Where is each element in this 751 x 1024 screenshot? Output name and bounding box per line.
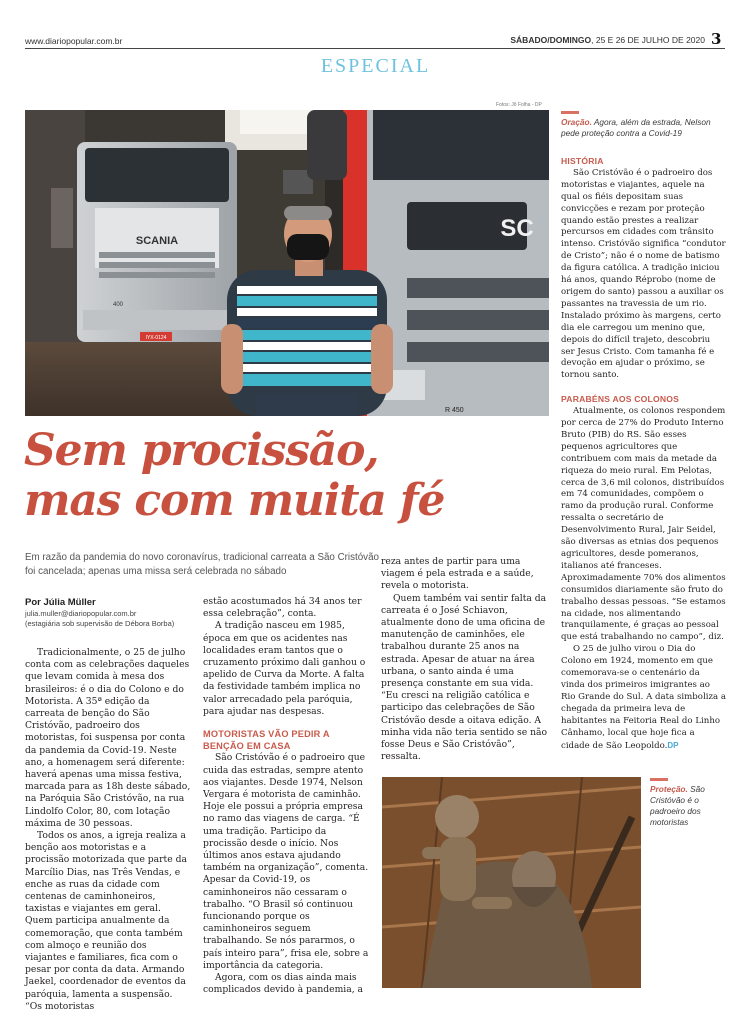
caption-accent: [561, 111, 579, 114]
main-caption-text: Agora, além da estrada, Nelson pede proteção contra a Covid-19: [561, 117, 711, 138]
page-number: 3: [711, 30, 722, 48]
col2-paragraph-2: A tradição nasceu em 1985, época em que os acidentes nas localidades eram tantos que o cruzamento próximo dali ganhou o apelido de Curva da Morte. A falta da festividade também implica no valor arrecadado pela paróquia, para ajudar nas despesas.: [203, 620, 366, 717]
colonos-title: PARABÉNS AOS COLONOS: [561, 394, 680, 405]
left-truck-plate: IYX-0124: [145, 335, 167, 341]
body-column-1: [25, 647, 191, 1013]
statue-caption-text: São Cristóvão é o padroeiro dos motoristas: [650, 784, 705, 827]
dateline: [510, 35, 705, 45]
byline-email[interactable]: julia.muller@diariopopular.com.br: [25, 609, 137, 618]
byline-note: (estagiária sob supervisão de Débora Borba): [25, 619, 175, 628]
headline-line-2: mas com muita fé: [24, 475, 445, 526]
byline-author: Por Júlia Müller: [25, 597, 96, 608]
face-mask: [287, 234, 329, 260]
site-url: www.diariopopular.com.br: [25, 36, 123, 46]
headline: [24, 426, 554, 526]
col2-paragraph-1: estão acostumados há 34 anos ter essa celebração”, conta.: [203, 596, 362, 620]
col1-paragraph-2: Todos os anos, a igreja realiza a benção aos motoristas e a procissão motorizada que parte da Marcílio Dias, nas Três Vendas, e enche as ruas da cidade com centenas de caminhoneiros, taxistas e viajantes em geral. Quem participa anualmente da comemoração, que conta também com almoço e reunião dos viajantes e familiares, fica com o pesar por conta da data. Armando Jaekel, coordenador de eventos da paróquia, lamenta a suspensão. “Os motoristas: [25, 830, 187, 1012]
body-column-3: [381, 556, 549, 763]
photo-credit: Fotos: Jô Folha - DP: [496, 102, 542, 108]
statue-illustration: [382, 777, 641, 988]
col3-paragraph-2: Quem também vai sentir falta da carreata é o José Schiavon, atualmente dono de uma oficina de manutenção de caminhões, ele trabalhou durante 25 anos na estrada. Apesar de atuar na área urbana, o santo ainda é uma presença constante em sua vida. “Eu cresci na religião católica e participo das celebrações de São Cristóvão desde a oitava edição. A minha vida não teria sentido se não fosse Deus e São Cristóvão”, ressalta.: [381, 592, 548, 763]
col1-paragraph-1: Tradicionalmente, o 25 de julho conta com as celebrações daqueles que levam comida à mesa dos brasileiros: é o dia do Colono e do Motorista. A 35ª edição da carreata de benção do São Cristóvão, padroeiro dos motoristas, foi suspensa por conta da pandemia da Covid-19. Neste ano, a homenagem será diferente: haverá apenas uma missa festiva, marcada para as 18h deste sábado, na Paróquia São Cristóvão, na rua Lindolfo Color, 80, com lotação máxima de 30 pessoas.: [25, 647, 191, 829]
deck: Em razão da pandemia do novo coronavírus, tradicional carreata a São Cristóvão foi cancelada; apenas uma missa será celebrada no sábado: [25, 552, 379, 577]
main-caption-lead: Oração.: [561, 117, 592, 127]
colonos-paragraph-2: [561, 644, 726, 752]
dateline-date: , 25 E 26 DE JULHO DE 2020: [591, 35, 705, 45]
section-title: ESPECIAL: [320, 55, 431, 77]
statue-photo: [382, 777, 641, 988]
dateline-weekday: SÁBADO/DOMINGO: [510, 35, 592, 45]
col2-paragraph-4: Agora, com os dias ainda mais complicados devido à pandemia, a: [203, 972, 364, 996]
main-photo-caption: [561, 117, 727, 139]
colonos-paragraph-2-text: O 25 de julho virou o Dia do Colono em 1924, momento em que comemorava-se o centenário da vinda dos primeiros imigrantes ao Rio Grande do Sul. A data simboliza a chegada da primeira leva de habitantes na Feitoria Real do Linho Cânhamo, local que hoje fica a cidade de São Leopoldo.: [561, 644, 726, 751]
body-column-2: [203, 596, 369, 997]
col2-subhead: MOTORISTAS VÃO PEDIR A BENÇÃO EM CASA: [203, 729, 330, 752]
left-truck-brand: SCANIA: [135, 235, 179, 247]
sidebar: [561, 156, 726, 752]
colonos-paragraph-1: Atualmente, os colonos respondem por cerca de 27% do Produto Interno Bruto (PIB) do RS. São esses pequenos agricultores que contribuem com mais da metade da riqueza do meio rural. Em Pelotas, cerca de 3,6 mil colonos, distribuídos em 74 comunidades, compõem o ramo da produção rural. Conforme ressalta o secretário de Desenvolvimento Rural, Jair Seidel, são diversas as etnias dos pequenos agricultores, desde pomeranos, italianos até franceses. Aproximadamente 70% dos alimentos consumidos diariamente são fruto do trabalho dessas pessoas. “Se estamos na cidade, nos alimentando tranquilamente, é graças ao pessoal que está trabalhando no campo”, diz.: [561, 406, 726, 643]
col2-paragraph-3: São Cristóvão é o padroeiro que cuida das estradas, sempre atento aos viajantes. Desde 1974, Nelson Vergara é motorista de caminhão. Hoje ele possui a própria empresa no ramo das viagens de carga. “É uma tradição. Participo da procissão desde o início. Nos últimos anos estava ajudando também na organização”, comenta. Apesar da Covid-19, os caminhoneiros não cessaram o trabalho. “O Brasil só continuou funcionando porque os caminhoneiros seguem trabalhando. Se nós pararmos, o país inteiro para”, frisa ele, sobre a importância da categoria.: [203, 752, 369, 971]
statue-caption-accent: [650, 778, 668, 781]
historia-text: São Cristóvão é o padroeiro dos motoristas e viajantes, aquele na qual os fiéis depositam suas convicções e rezam por proteção quando estão prestes a realizar percursos em cidades com trânsito intenso. Cristóvão significa “condutor de Cristo”; não é o nome de batismo da figura católica. A tradição iniciou há anos, quando Réprobo (nome de origem do santo) passou a auxiliar os passantes na travessia de um rio. Instalado próximo às margens, certo dia ele carregou um menino que, depois do difícil trajeto, descobriu ser Jesus Cristo. Com tamanha fé e devoção em ajudar o próximo, se tornou santo.: [561, 167, 726, 381]
truck-garage-illustration: [25, 110, 549, 416]
statue-photo-caption: [650, 784, 730, 828]
left-truck-model: 400: [113, 302, 124, 308]
header-rule: [25, 48, 725, 49]
headline-line-1: Sem procissão,: [24, 425, 379, 476]
statue-caption-lead: Proteção.: [650, 784, 688, 794]
main-photo: [25, 110, 549, 416]
historia-title: HISTÓRIA: [561, 156, 604, 166]
col3-paragraph-1: reza antes de partir para uma viagem é pela estrada e a saúde, revela o motorista.: [381, 556, 534, 592]
right-truck-brand: SC: [500, 215, 534, 242]
signature: DP: [667, 740, 679, 750]
right-truck-model: R 450: [445, 407, 464, 414]
